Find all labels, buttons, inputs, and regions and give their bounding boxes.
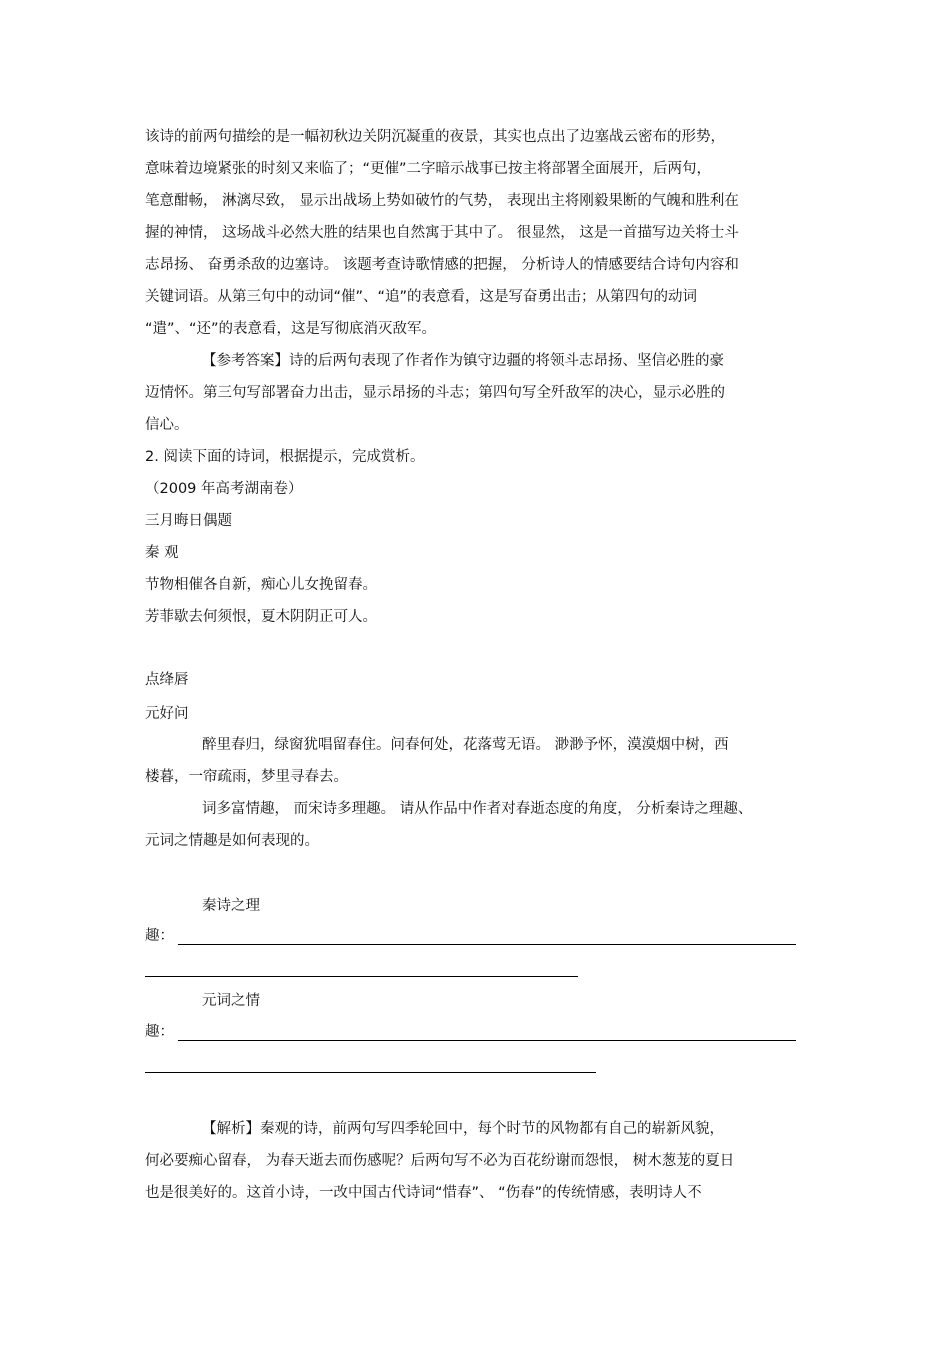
text-line: 握的神情， 这场战斗必然大胜的结果也自然寓于其中了。 很显然， 这是一首描写边关将士斗 bbox=[145, 225, 739, 241]
ci-author: 元好问 bbox=[145, 706, 189, 722]
reference-answer: 【参考答案】诗的后两句表现了作者作为镇守边疆的将领斗志昂扬、坚信必胜的豪 bbox=[202, 353, 724, 369]
ci-line: 醉里春归，绿窗犹唱留春住。问春何处，花落莺无语。 渺渺予怀，漠漠烟中树，西 bbox=[202, 737, 729, 753]
answer-label: 秦诗之理 bbox=[202, 898, 260, 914]
answer-label: 趣： bbox=[145, 1024, 174, 1040]
prompt-line: 元词之情趣是如何表现的。 bbox=[145, 833, 319, 849]
text-line: 笔意酣畅， 淋漓尽致， 显示出战场上势如破竹的气势， 表现出主将刚毅果断的气魄和胜利在 bbox=[145, 193, 739, 209]
question-heading: 2. 阅读下面的诗词，根据提示，完成赏析。 bbox=[145, 449, 425, 465]
analysis-line: 【解析】秦观的诗，前两句写四季轮回中，每个时节的风物都有自己的崭新风貌， bbox=[202, 1121, 724, 1137]
poem-line: 芳菲歇去何须恨，夏木阴阴正可人。 bbox=[145, 609, 377, 625]
ci-line: 楼暮，一帘疏雨，梦里寻春去。 bbox=[145, 769, 348, 785]
text-line: 迈情怀。第三句写部署奋力出击，显示昂扬的斗志；第四句写全歼敌军的决心，显示必胜的 bbox=[145, 385, 725, 401]
answer-label: 趣： bbox=[145, 928, 174, 944]
answer-label: 元词之情 bbox=[202, 993, 260, 1009]
poem-line: 节物相催各自新，痴心儿女挽留春。 bbox=[145, 577, 377, 593]
question-source: （2009 年高考湖南卷） bbox=[145, 481, 303, 497]
answer-blank-line[interactable] bbox=[145, 976, 578, 977]
ci-title: 点绛唇 bbox=[145, 672, 189, 688]
text-line: 信心。 bbox=[145, 417, 189, 433]
analysis-line: 何必要痴心留春， 为春天逝去而伤感呢？后两句写不必为百花纷谢而怨恨， 树木葱茏的夏日 bbox=[145, 1153, 735, 1169]
text-line: 意味着边境紧张的时刻又来临了；“更催”二字暗示战事已按主将部署全面展开，后两句， bbox=[145, 161, 712, 177]
answer-blank-line[interactable] bbox=[145, 1072, 596, 1073]
text-line: 关键词语。从第三句中的动词“催”、“追”的表意看，这是写奋勇出击；从第四句的动词 bbox=[145, 289, 698, 305]
poem-author: 秦 观 bbox=[145, 545, 179, 561]
analysis-line: 也是很美好的。这首小诗，一改中国古代诗词“惜春”、 “伤春”的传统情感，表明诗人不 bbox=[145, 1185, 702, 1201]
answer-blank-line[interactable] bbox=[178, 944, 796, 945]
text-line: “遣”、“还”的表意看，这是写彻底消灭敌军。 bbox=[145, 321, 437, 337]
poem-title: 三月晦日偶题 bbox=[145, 513, 232, 529]
answer-blank-line[interactable] bbox=[178, 1040, 796, 1041]
text-line: 该诗的前两句描绘的是一幅初秋边关阴沉凝重的夜景，其实也点出了边塞战云密布的形势， bbox=[145, 129, 725, 145]
prompt-line: 词多富情趣， 而宋诗多理趣。 请从作品中作者对春逝态度的角度， 分析秦诗之理趣、 bbox=[202, 801, 753, 817]
text-line: 志昂扬、 奋勇杀敌的边塞诗。 该题考查诗歌情感的把握， 分析诗人的情感要结合诗句内容和 bbox=[145, 257, 739, 273]
